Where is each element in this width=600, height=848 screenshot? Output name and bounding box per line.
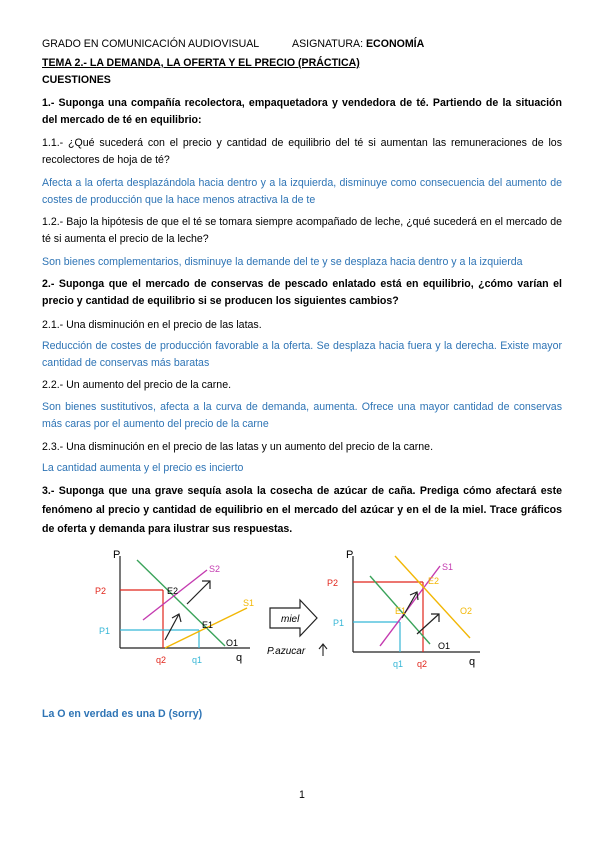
answer-2-2: Son bienes sustitutivos, afecta a la curva de demanda, aumenta. Ofrece una mayor cantidad de conservas más caras por el aumento del precio de la carne: [42, 401, 562, 430]
answer-2-1: Reducción de costes de producción favorable a la oferta. Se desplaza hacia fuera y la derecha. Existe mayor cantidad de conservas más baratas: [42, 340, 562, 369]
question-2-1: 2.1.- Una disminución en el precio de las latas.: [42, 319, 262, 331]
left-axis-x-label: q: [236, 652, 243, 664]
question-2-prompt: 2.- Suponga que el mercado de conservas de pescado enlatado está en equilibrio, ¿cómo varían el precio y cantidad de equilibrio si se producen los siguientes cambios?: [42, 278, 562, 307]
supply-demand-sketch: [95, 548, 515, 700]
question-1-2: 1.2.- Bajo la hipótesis de que el té se tomara siempre acompañado de leche, ¿qué sucederá en el mercado de té si aumenta el precio de la leche?: [42, 216, 562, 245]
answer-2-3: La cantidad aumenta y el precio es incierto: [42, 462, 244, 474]
document-header: [42, 38, 562, 50]
left-e2-label: E2: [167, 586, 179, 596]
subject-value: ECONOMÍA: [365, 38, 425, 50]
honey-market-graph: [327, 549, 480, 669]
right-d2-label: O2: [460, 606, 473, 616]
right-e2-label: E2: [428, 576, 440, 586]
right-axis-x-label: q: [469, 656, 476, 668]
left-s2-label: S2: [209, 564, 221, 574]
left-q2-label: q2: [156, 655, 167, 665]
right-e1-label: E1: [395, 606, 407, 616]
page-number: 1: [299, 789, 305, 801]
subject-label: [292, 38, 424, 50]
left-p2-label: P2: [95, 586, 107, 596]
sugar-market-graph: [95, 549, 254, 665]
topic-title: TEMA 2.- LA DEMANDA, LA OFERTA Y EL PRECIO (PRÁCTICA): [42, 57, 360, 69]
left-q1-label: q1: [192, 655, 203, 665]
cause-label: P.azucar: [267, 646, 306, 657]
subject-label-text: ASIGNATURA:: [292, 38, 364, 50]
left-axis-y-label: P: [113, 549, 121, 561]
degree-label: GRADO EN COMUNICACIÓN AUDIOVISUAL: [42, 38, 260, 50]
right-s1-label: S1: [442, 562, 454, 572]
right-d1-label: O1: [438, 641, 451, 651]
right-p1-label: P1: [333, 618, 345, 628]
right-q1-label: q1: [393, 659, 404, 669]
footnote: La O en verdad es una D (sorry): [42, 708, 203, 720]
question-1-1: 1.1.- ¿Qué sucederá con el precio y cantidad de equilibrio del té si aumentan las remuneraciones de los recolectores de hoja de té?: [42, 137, 562, 166]
answer-1-2: Son bienes complementarios, disminuye la demande del te y se desplaza hacia dentro y a la izquierda: [42, 256, 523, 268]
left-s1-label: S1: [243, 598, 255, 608]
arrow-label: miel: [281, 614, 300, 625]
left-d1-label: O1: [226, 638, 239, 648]
right-q2-label: q2: [417, 659, 428, 669]
left-p1-label: P1: [99, 626, 111, 636]
question-1-prompt: 1.- Suponga una compañía recolectora, empaquetadora y vendedora de té. Partiendo de la situación del mercado de té en equilibrio:: [42, 97, 562, 126]
answer-1-1: Afecta a la oferta desplazándola hacia dentro y a la izquierda, disminuye como consecuencia del aumento de costes de producción que la hace menos atractiva la de te: [42, 177, 562, 206]
section-title: CUESTIONES: [42, 74, 111, 86]
question-2-2: 2.2.- Un aumento del precio de la carne.: [42, 379, 232, 391]
question-2-3: 2.3.- Una disminución en el precio de las latas y un aumento del precio de la carne.: [42, 441, 434, 453]
question-3-prompt: 3.- Suponga que una grave sequía asola la cosecha de azúcar de caña. Prediga cómo afectará este fenómeno al precio y cantidad de equilibrio en el mercado del azúcar y en el de la miel. Trace gráficos de oferta y demanda para ilustrar sus respuestas.: [42, 485, 562, 535]
left-e1-label: E1: [202, 620, 214, 630]
right-p2-label: P2: [327, 578, 339, 588]
right-shift-arrow: [417, 614, 439, 634]
cause-effect-arrow: [267, 600, 327, 657]
right-axis-y-label: P: [346, 549, 354, 561]
left-shift-arrow: [187, 581, 210, 604]
right-demand-d2: [395, 556, 473, 638]
